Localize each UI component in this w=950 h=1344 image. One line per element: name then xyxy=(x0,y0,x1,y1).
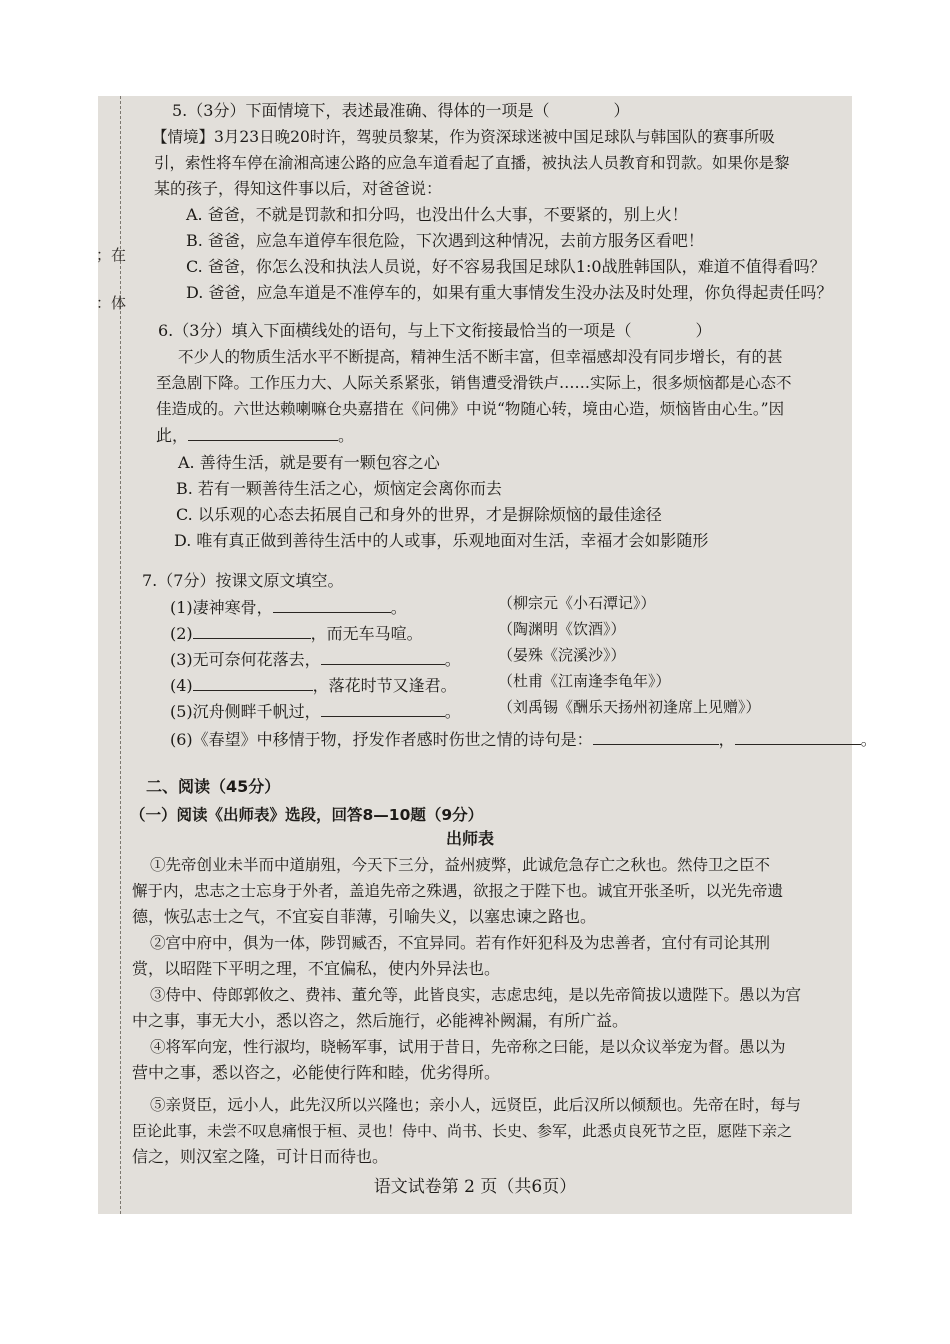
edge-text-fragment: ；在 xyxy=(96,246,127,264)
q5-option-a: A. 爸爸，不就是罚款和扣分吗，也没出什么大事，不要紧的，别上火！ xyxy=(186,205,688,224)
q6-blank[interactable] xyxy=(188,424,338,441)
q5-option-b: B. 爸爸，应急车道停车很危险，下次遇到这种情况，去前方服务区看吧！ xyxy=(186,231,704,250)
item-text: ，落花时节又逢君。 xyxy=(312,676,457,695)
q6-passage-line: 不少人的物质生活水平不断提高，精神生活不断丰富，但幸福感却没有同步增长，有的甚 xyxy=(178,348,783,366)
item-text: (6)《春望》中移情于物，抒发作者感时伤世之情的诗句是： xyxy=(170,730,593,749)
q5-context-line: 某的孩子，得知这件事以后，对爸爸说： xyxy=(154,179,443,198)
q6-option-d: D. 唯有真正做到善待生活中的人或事，乐观地面对生活，幸福才会如影随形 xyxy=(174,531,709,550)
passage-line: 赏，以昭陛下平明之理，不宜偏私，使内外异法也。 xyxy=(132,959,501,978)
q7-source-1: （柳宗元《小石潭记》） xyxy=(498,594,656,612)
passage-line: 信之，则汉室之隆，可计日而待也。 xyxy=(132,1147,389,1166)
item-label: (5) xyxy=(170,702,193,721)
passage-line: ①先帝创业未半而中道崩殂，今天下三分，益州疲弊，此诚危急存亡之秋也。然侍卫之臣不 xyxy=(150,856,771,874)
q7-source-3: （晏殊《浣溪沙》） xyxy=(498,646,626,664)
passage-line: 营中之事，悉以咨之，必能使行阵和睦，优劣得所。 xyxy=(132,1063,501,1082)
passage-line: ⑤亲贤臣，远小人，此先汉所以兴隆也；亲小人，远贤臣，此后汉所以倾颓也。先帝在时，每与 xyxy=(150,1096,802,1114)
passage-line: ③侍中、侍郎郭攸之、费祎、董允等，此皆良实，志虑忠纯，是以先帝简拔以遗陛下。愚以为宫 xyxy=(150,986,802,1004)
item-text: 凄神寒骨， xyxy=(192,598,273,617)
item-label: (1) xyxy=(170,598,193,617)
subsection-heading: （一）阅读《出师表》选段，回答8—10题（9分） xyxy=(130,806,484,824)
fill-blank[interactable] xyxy=(273,596,391,613)
q6-passage-line: 佳造成的。六世达赖喇嘛仓央嘉措在《问佛》中说“物随心转，境由心造，烦恼皆由心生。”因 xyxy=(156,400,785,418)
fill-blank[interactable] xyxy=(193,622,311,639)
item-text: ，而无车马喧。 xyxy=(310,624,423,643)
item-text: ， xyxy=(718,730,735,749)
page-footer: 语文试卷第 2 页（共6页） xyxy=(373,1177,577,1197)
passage-line: ②宫中府中，俱为一体，陟罚臧否，不宜异同。若有作奸犯科及为忠善者，宜付有司论其刑 xyxy=(150,934,771,952)
q5-context-line: 引，索性将车停在渝湘高速公路的应急车道看起了直播，被执法人员教育和罚款。如果你是黎 xyxy=(154,154,790,172)
passage-line: 中之事，事无大小，悉以咨之，然后施行，必能裨补阙漏，有所广益。 xyxy=(132,1011,629,1030)
q7-item-5 xyxy=(170,700,461,723)
item-text: 。 xyxy=(390,598,407,617)
q7-item-3 xyxy=(170,648,461,671)
q5-stem: 5.（3分）下面情境下，表述最准确、得体的一项是（ ） xyxy=(172,101,630,120)
passage-line: 德，恢弘志士之气，不宜妄自菲薄，引喻失义，以塞忠谏之路也。 xyxy=(132,907,597,926)
passage-line: ④将军向宠，性行淑均，晓畅军事，试用于昔日，先帝称之曰能，是以众议举宠为督。愚以为 xyxy=(150,1038,786,1056)
q6-option-c: C. 以乐观的心态去拓展自己和身外的世界，才是摒除烦恼的最佳途径 xyxy=(176,505,662,524)
item-text: 。 xyxy=(444,650,461,669)
fill-blank[interactable] xyxy=(193,674,313,691)
section-heading: 二、阅读（45分） xyxy=(146,777,281,796)
q7-item-1 xyxy=(170,596,407,619)
q7-item-4 xyxy=(170,674,457,697)
passage-line: 懈于内，忠志之士忘身于外者，盖追先帝之殊遇，欲报之于陛下也。诚宜开张圣听，以光先帝遗 xyxy=(132,882,784,900)
q6-answer-line: 此， 。 xyxy=(156,426,355,445)
item-text: 沉舟侧畔千帆过， xyxy=(192,702,321,721)
q6-lead: 此， xyxy=(156,426,189,445)
q6-passage-line: 至急剧下降。工作压力大、人际关系紧张，销售遭受滑铁卢……实际上，很多烦恼都是心态不 xyxy=(156,374,792,392)
q7-item-6 xyxy=(170,728,877,751)
q5-context-line: 【情境】3月23日晚20时许，驾驶员黎某，作为资深球迷被中国足球队与韩国队的赛事所吸 xyxy=(152,128,775,146)
fill-blank[interactable] xyxy=(735,728,861,745)
item-label: (4) xyxy=(170,676,193,695)
q6-option-a: A. 善待生活，就是要有一颗包容之心 xyxy=(178,453,440,472)
fill-blank[interactable] xyxy=(593,728,719,745)
q6-option-b: B. 若有一颗善待生活之心，烦恼定会离你而去 xyxy=(176,479,502,498)
q7-item-2 xyxy=(170,622,423,645)
passage-line: 臣论此事，未尝不叹息痛恨于桓、灵也！侍中、尚书、长史、参军，此悉贞良死节之臣，愿陛下亲之 xyxy=(132,1122,793,1140)
fill-blank[interactable] xyxy=(321,648,445,665)
edge-text-fragment: ：体 xyxy=(96,294,127,312)
item-text: 。 xyxy=(860,730,877,749)
item-text: 无可奈何花落去， xyxy=(192,650,321,669)
fill-blank[interactable] xyxy=(321,700,445,717)
item-label: (3) xyxy=(170,650,193,669)
item-label: (2) xyxy=(170,624,193,643)
q6-stem: 6.（3分）填入下面横线处的语句，与上下文衔接最恰当的一项是（ ） xyxy=(158,321,712,340)
q7-source-5: （刘禹锡《酬乐天扬州初逢席上见赠》） xyxy=(498,698,761,716)
q5-option-d: D. 爸爸，应急车道是不准停车的，如果有重大事情发生没办法及时处理，你负得起责任吗？ xyxy=(186,283,833,302)
q7-source-2: （陶渊明《饮酒》） xyxy=(498,620,626,638)
q7-source-4: （杜甫《江南逢李龟年》） xyxy=(498,672,671,690)
q7-stem: 7.（7分）按课文原文填空。 xyxy=(142,571,344,590)
q5-option-c: C. 爸爸，你怎么没和执法人员说，好不容易我国足球队1:0战胜韩国队，难道不值得看吗？ xyxy=(186,257,826,276)
item-text: 。 xyxy=(444,702,461,721)
passage-title: 出师表 xyxy=(446,829,495,848)
